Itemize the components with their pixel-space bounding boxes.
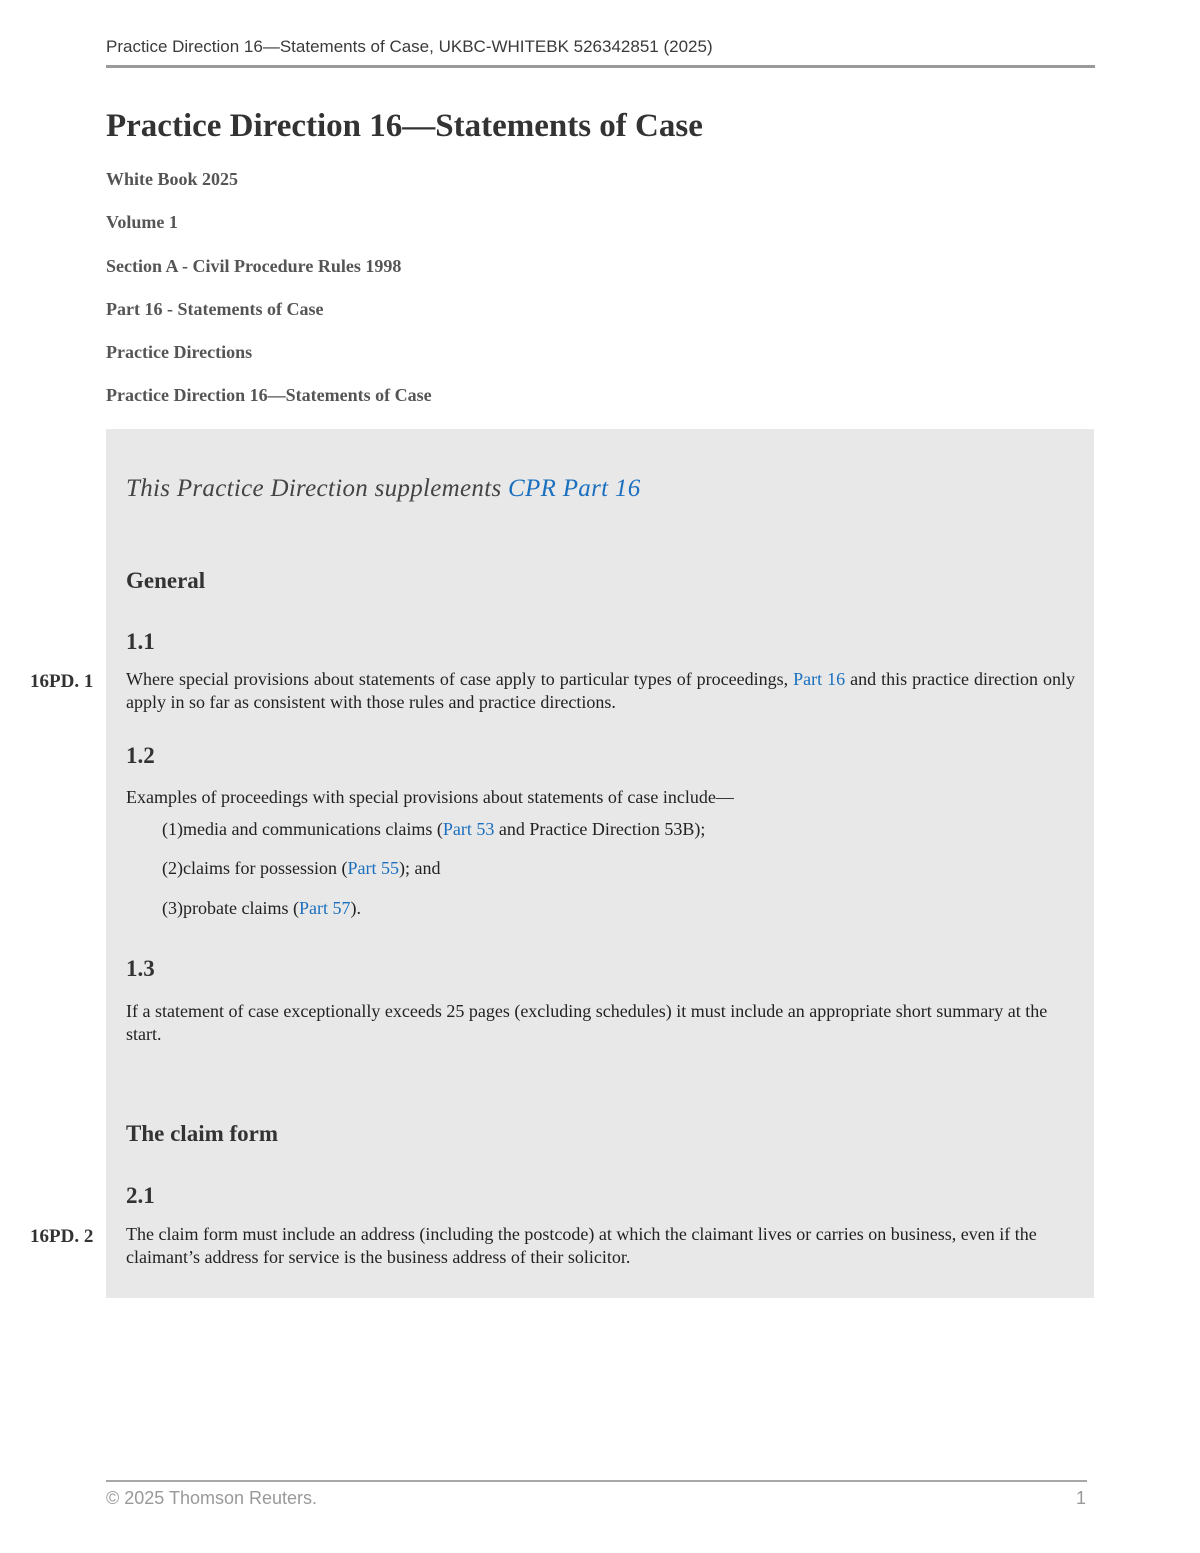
- list-item-text: ).: [350, 898, 361, 918]
- para-number: 1.2: [126, 743, 155, 768]
- footer-rule: [106, 1480, 1087, 1482]
- list-item: [162, 818, 705, 841]
- margin-ref-16pd1: 16PD. 1: [30, 671, 94, 692]
- page-number: 1: [1076, 1488, 1087, 1508]
- list-item-text: (3)probate claims (: [162, 898, 299, 918]
- part-53-link[interactable]: Part 53: [442, 819, 495, 839]
- part-55-link[interactable]: Part 55: [347, 858, 399, 878]
- para-text: Where special provisions about statements of case apply to particular types of proceedings,: [126, 669, 794, 689]
- part-16-link[interactable]: Part 16: [793, 669, 846, 689]
- breadcrumb-item: Part 16 - Statements of Case: [106, 298, 324, 319]
- para-2-1: The claim form must include an address (including the postcode) at which the claimant lives or carries on business, even if the claimant’s address for service is the business address of their solicitor.: [126, 1224, 1037, 1267]
- margin-ref-16pd2: 16PD. 2: [30, 1226, 94, 1247]
- para-1-3: If a statement of case exceptionally exceeds 25 pages (excluding schedules) it must include an appropriate short summary at the start.: [126, 1001, 1048, 1044]
- para-number: 1.1: [126, 629, 155, 654]
- para-1-1: [126, 668, 1075, 714]
- supplement-note: [126, 475, 641, 503]
- list-item-text: ); and: [398, 858, 441, 878]
- para-number: 2.1: [126, 1183, 155, 1208]
- list-item: [162, 857, 440, 880]
- para-1-2-intro: Examples of proceedings with special provisions about statements of case include—: [126, 787, 734, 807]
- section-heading-general: General: [126, 568, 206, 593]
- breadcrumb: [106, 168, 906, 428]
- para-number: 1.3: [126, 956, 155, 981]
- part-57-link[interactable]: Part 57: [298, 898, 351, 918]
- document-title: Practice Direction 16—Statements of Case: [106, 108, 703, 144]
- running-header: Practice Direction 16—Statements of Case, UKBC-WHITEBK 526342851 (2025): [106, 37, 713, 56]
- list-item-text: (1)media and communications claims (: [162, 819, 443, 839]
- cpr-part-16-link[interactable]: CPR Part 16: [508, 475, 641, 502]
- breadcrumb-item: White Book 2025: [106, 169, 239, 189]
- header-rule: [106, 65, 1095, 68]
- content-box: [106, 429, 1094, 1298]
- footer-copyright: © 2025 Thomson Reuters.: [106, 1488, 318, 1508]
- breadcrumb-item: Section A - Civil Procedure Rules 1998: [106, 255, 402, 276]
- list-item-text: (2)claims for possession (: [162, 858, 348, 878]
- para-text: and this practice direction only apply in so far as consistent with those rules and practice directions.: [126, 669, 1075, 712]
- breadcrumb-item: Volume 1: [106, 212, 178, 233]
- list-item: [162, 897, 361, 920]
- breadcrumb-item: Practice Direction 16—Statements of Case: [106, 385, 432, 406]
- list-item-text: and Practice Direction 53B);: [494, 819, 706, 839]
- section-heading-claim-form: The claim form: [126, 1121, 279, 1146]
- supplement-text: This Practice Direction supplements: [126, 475, 509, 502]
- breadcrumb-item: Practice Directions: [106, 342, 253, 363]
